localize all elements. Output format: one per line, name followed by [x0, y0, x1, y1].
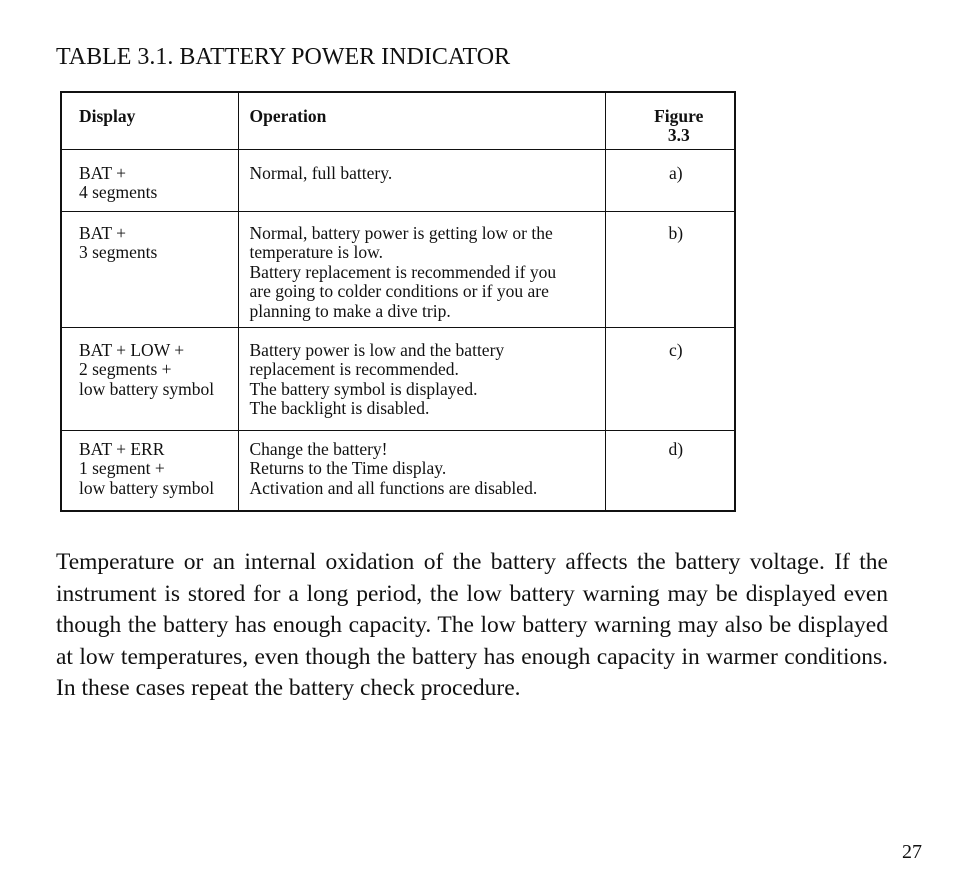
operation-line: The backlight is disabled.	[249, 398, 430, 418]
operation-line: Change the battery!	[249, 438, 388, 459]
header-operation: Operation	[238, 92, 605, 149]
operation-cell	[238, 211, 605, 327]
display-line: 2 segments +	[79, 359, 172, 379]
table-header-row	[61, 92, 735, 149]
operation-line: Battery power is low and the battery	[249, 339, 505, 360]
operation-cell	[238, 430, 605, 511]
display-cell	[61, 211, 238, 327]
operation-line: Normal, battery power is getting low or the	[249, 222, 553, 243]
operation-line: Battery replacement is recommended if you	[249, 261, 557, 282]
display-line: 4 segments	[79, 182, 158, 202]
display-cell	[61, 149, 238, 211]
display-line: low battery symbol	[79, 378, 215, 399]
table-row	[61, 211, 735, 327]
body-paragraph: Temperature or an internal oxidation of the battery affects the battery voltage. If the instrument is stored for a long period, the low battery warning may be displayed even though the battery has enough capacity. The low battery warning may also be displayed at low temperatures, even though the battery has enough capacity in warmer conditions. In these cases repeat the battery check procedure.	[56, 549, 888, 701]
figure-cell: c)	[605, 327, 735, 430]
display-line: low battery symbol	[79, 477, 215, 498]
figure-cell: b)	[605, 211, 735, 327]
header-display: Display	[61, 92, 238, 149]
operation-cell	[238, 149, 605, 211]
operation-line: Returns to the Time display.	[249, 458, 447, 478]
table-row	[61, 327, 735, 430]
operation-cell	[238, 327, 605, 430]
display-line: BAT +	[79, 162, 126, 183]
table-row	[61, 430, 735, 511]
operation-line: Activation and all functions are disabled.	[249, 477, 538, 498]
operation-line: Normal, full battery.	[249, 162, 393, 183]
display-cell	[61, 430, 238, 511]
battery-power-indicator-table	[60, 91, 736, 512]
header-figure-line2: 3.3	[667, 125, 690, 145]
table-title: TABLE 3.1. BATTERY POWER INDICATOR	[56, 44, 511, 70]
operation-line: planning to make a dive trip.	[249, 300, 451, 321]
display-line: 1 segment +	[79, 458, 165, 478]
figure-cell: a)	[605, 149, 735, 211]
operation-line: replacement is recommended.	[249, 359, 459, 379]
display-line: BAT +	[79, 222, 126, 243]
display-line: 3 segments	[79, 242, 158, 262]
operation-line: The battery symbol is displayed.	[249, 378, 478, 399]
operation-line: temperature is low.	[249, 242, 383, 262]
display-cell	[61, 327, 238, 430]
table-row	[61, 149, 735, 211]
header-figure-line1: Figure	[654, 106, 704, 126]
figure-cell: d)	[605, 430, 735, 511]
page-number: 27	[902, 841, 922, 863]
display-line: BAT + LOW +	[79, 339, 185, 360]
header-figure	[605, 92, 735, 149]
display-line: BAT + ERR	[79, 438, 165, 459]
operation-line: are going to colder conditions or if you are	[249, 281, 549, 301]
